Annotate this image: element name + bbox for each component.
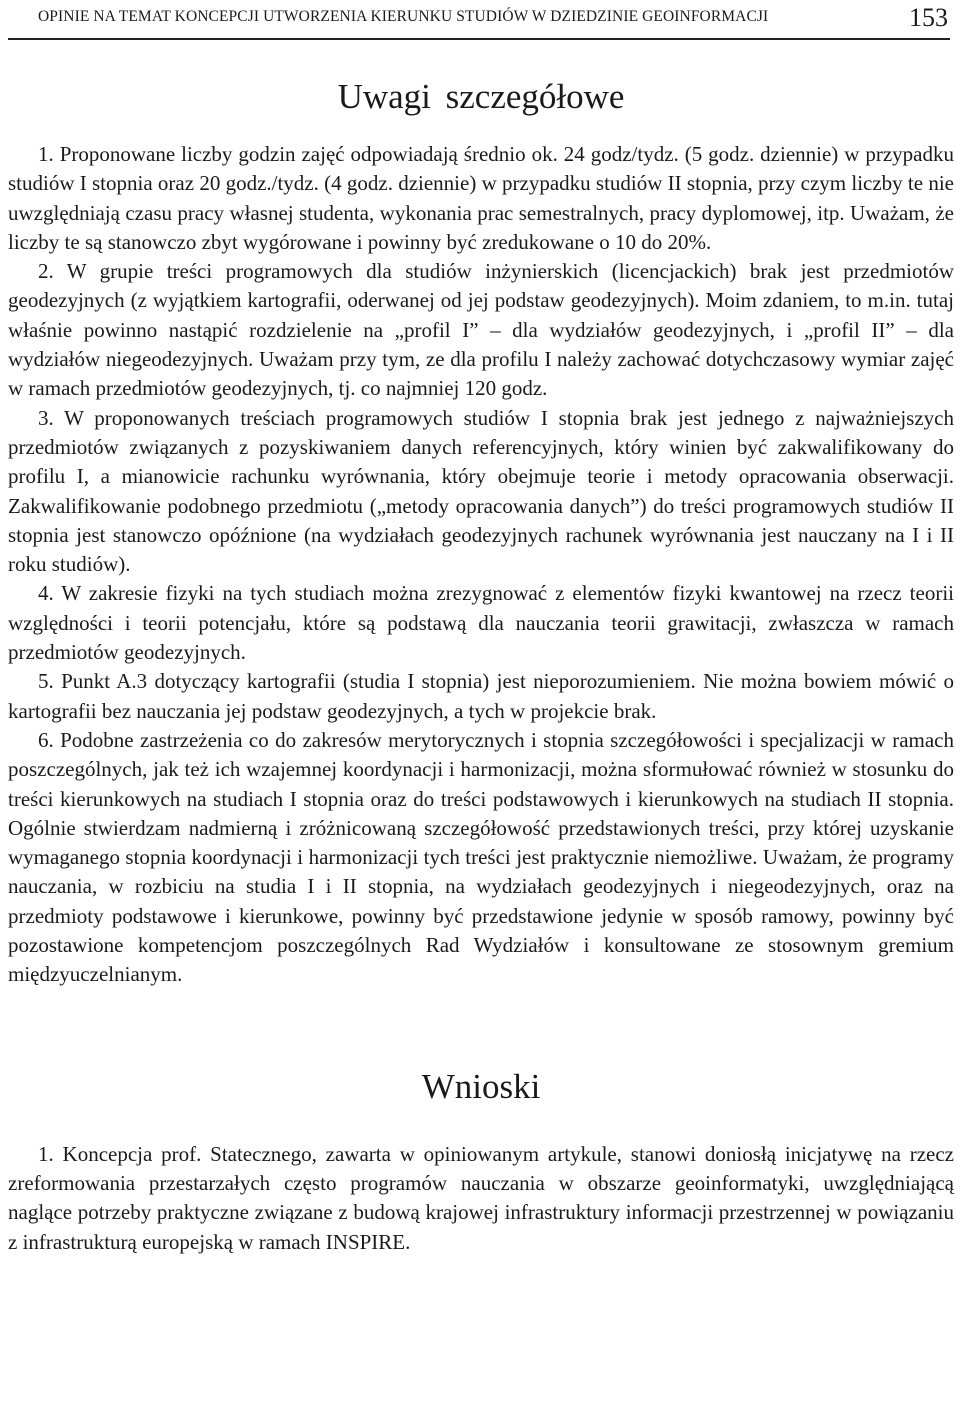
paragraph-remark-1: 1. Proponowane liczby godzin zajęć odpowiadają średnio ok. 24 godz/tydz. (5 godz. dziennie) w przypadku studiów I stopnia oraz 20 godz./tydz. (4 godz. dziennie) w przypadku studiów II stopnia, przy czym liczby te nie uwzględniają czasu pracy własnej studenta, wykonania prac semestralnych, pracy dyplomowej, itp. Uważam, że liczby te są stanowczo zbyt wygórowane i powinny być zredukowane o 10 do 20%. <box>8 142 954 254</box>
page-body <box>8 72 954 1257</box>
paragraph-remark-4: 4. W zakresie fizyki na tych studiach można zrezygnować z elementów fizyki kwantowej na rzecz teorii względności i teorii potencjału, które są podstawą dla nauczania teorii grawitacji, zwłaszcza w ramach przedmiotów geodezyjnych. <box>8 581 954 665</box>
paragraph-remark-2: 2. W grupie treści programowych dla studiów inżynierskich (licencjackich) brak jest przedmiotów geodezyjnych (z wyjątkiem kartografii, oderwanej od jej podstaw geodezyjnych). Moim zdaniem, to m.in. tutaj właśnie powinno nastąpić rozdzielenie na „profil I” – dla wydziałów geodezyjnych, i „profil II” – dla wydziałów niegeodezyjnych. Uważam przy tym, ze dla profilu I należy zachować dotychczasowy wymiar zajęć w ramach przedmiotów geodezyjnych, tj. co najmniej 120 godz. <box>8 259 954 401</box>
section-heading: Wnioski <box>421 1066 541 1106</box>
page-number: 153 <box>909 3 948 32</box>
paragraph-remark-3: 3. W proponowanych treściach programowych studiów I stopnia brak jest jednego z najważniejszych przedmiotów związanych z pozyskiwaniem danych referencyjnych, który winien być zakwalifikowany do profilu I, a mianowicie rachunku wyrównania, który obejmuje teorie i metody opracowania obserwacji. Zakwalifikowanie podobnego przedmiotu („metody opracowania danych”) do treści programowych studiów II stopnia jest stanowczo opóźnione (na wydziałach geodezyjnych rachunek wyrównania jest nauczany na I i II roku studiów). <box>8 405 954 577</box>
section-heading: Uwagi szczegółowe <box>337 77 625 116</box>
section-detailed-remarks <box>8 72 954 990</box>
paragraph-remark-6: 6. Podobne zastrzeżenia co do zakresów merytorycznych i stopnia szczegółowości i specjalizacji w ramach poszczególnych, jak też ich wzajemnej koordynacji i harmonizacji, można sformułować również w stosunku do treści kierunkowych na studiach I stopnia oraz do treści podstawowych i kierunkowych na studiach II stopnia. Ogólnie stwierdzam nadmierną i zróżnicowaną szczegółowość przedstawionych treści, przy której uzyskanie wymaganego stopnia koordynacji i harmonizacji tych treści jest praktycznie niemożliwe. Uważam, że programy nauczania, w rozbiciu na studia I i II stopnia, na wydziałach geodezyjnych i niegeodezyjnych, oraz na przedmioty podstawowe i kierunkowe, powinny być przedstawione jedynie w sposób ramowy, powinny być pozostawione kompetencjom poszczególnych Rad Wydziałów i konsultowane ze stosownym gremium międzyuczelnianym. <box>8 727 954 987</box>
paragraph-conclusion-1: 1. Koncepcja prof. Statecznego, zawarta w opiniowanym artykule, stanowi doniosłą inicjatywę na rzecz zreformowania przestarzałych często programów nauczania w obszarze geoinformatyki, uwzględniającą naglące potrzeby praktyczne związane z budową krajowej infrastruktury informacji przestrzennej w powiązaniu z infrastrukturą europejską w ramach INSPIRE. <box>8 1141 954 1254</box>
section-conclusions <box>8 1062 954 1257</box>
running-header <box>8 0 950 40</box>
running-title: OPINIE NA TEMAT KONCEPCJI UTWORZENIA KIERUNKU STUDIÓW W DZIEDZINIE GEOINFORMACJI <box>38 8 769 25</box>
paragraph-remark-5: 5. Punkt A.3 dotyczący kartografii (studia I stopnia) jest nieporozumieniem. Nie można bowiem mówić o kartografii bez nauczania jej podstaw geodezyjnych, a tych w projekcie brak. <box>8 669 954 723</box>
